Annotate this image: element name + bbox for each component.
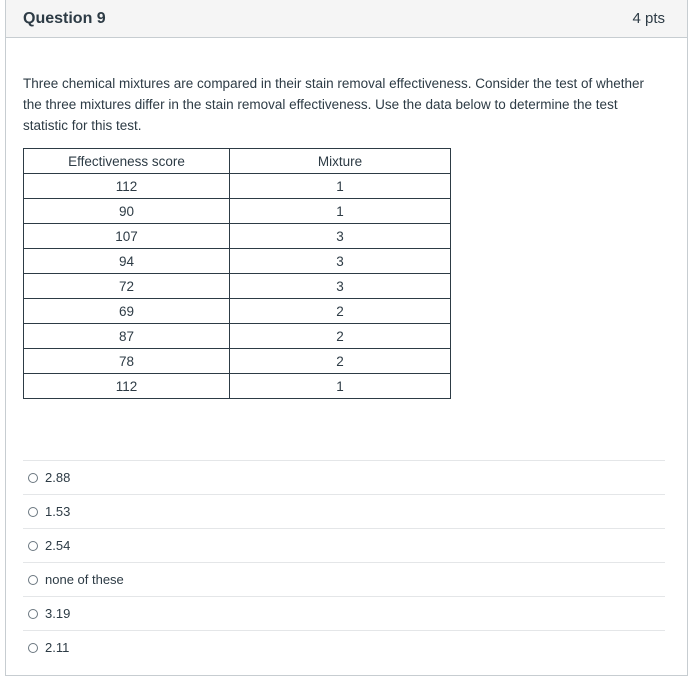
table-cell: 78	[24, 349, 230, 374]
table-header-row	[24, 149, 451, 174]
column-header-effectiveness: Effectiveness score	[24, 149, 230, 174]
table-cell: 1	[230, 174, 451, 199]
answer-label: 3.19	[45, 606, 71, 621]
answer-label: 2.11	[45, 640, 70, 655]
answer-label: 1.53	[45, 504, 71, 519]
table-cell: 112	[24, 374, 230, 399]
table-row	[24, 324, 451, 349]
table-row	[24, 249, 451, 274]
radio-button[interactable]	[28, 575, 38, 585]
answer-option[interactable]	[23, 562, 665, 596]
radio-button[interactable]	[28, 643, 38, 653]
radio-button[interactable]	[28, 541, 38, 551]
radio-button[interactable]	[28, 609, 38, 619]
question-prompt: Three chemical mixtures are compared in their stain removal effectiveness. Consider the test of whether the three mixtures differ in the stain removal effectiveness. Use the data below to determine the test statistic for this test.	[23, 76, 645, 133]
answer-option[interactable]	[23, 596, 665, 630]
answer-option[interactable]	[23, 494, 665, 528]
table-cell: 87	[24, 324, 230, 349]
table-row	[24, 299, 451, 324]
answer-label: none of these	[45, 572, 124, 587]
table-row	[24, 349, 451, 374]
table-cell: 90	[24, 199, 230, 224]
table-row	[24, 199, 451, 224]
table-cell: 2	[230, 349, 451, 374]
data-table	[23, 148, 451, 399]
answer-option[interactable]	[23, 630, 665, 664]
answer-label: 2.54	[45, 538, 71, 553]
question-points: 4 pts	[632, 10, 665, 27]
answer-option[interactable]	[23, 528, 665, 562]
table-row	[24, 174, 451, 199]
table-cell: 2	[230, 299, 451, 324]
table-row	[24, 224, 451, 249]
table-cell: 69	[24, 299, 230, 324]
table-cell: 112	[24, 174, 230, 199]
table-cell: 3	[230, 249, 451, 274]
table-cell: 3	[230, 224, 451, 249]
table-cell: 72	[24, 274, 230, 299]
table-cell: 3	[230, 274, 451, 299]
radio-button[interactable]	[28, 473, 38, 483]
table-cell: 1	[230, 374, 451, 399]
column-header-mixture: Mixture	[230, 149, 451, 174]
table-cell: 107	[24, 224, 230, 249]
answer-label: 2.88	[45, 470, 71, 485]
question-title: Question 9	[23, 9, 106, 27]
answer-option[interactable]	[23, 460, 665, 494]
radio-button[interactable]	[28, 507, 38, 517]
table-row	[24, 274, 451, 299]
table-cell: 2	[230, 324, 451, 349]
table-cell: 94	[24, 249, 230, 274]
question-header	[6, 0, 687, 38]
answer-list	[23, 460, 665, 664]
question-body	[23, 38, 665, 655]
table-row	[24, 374, 451, 399]
question-card	[5, 0, 688, 676]
table-cell: 1	[230, 199, 451, 224]
